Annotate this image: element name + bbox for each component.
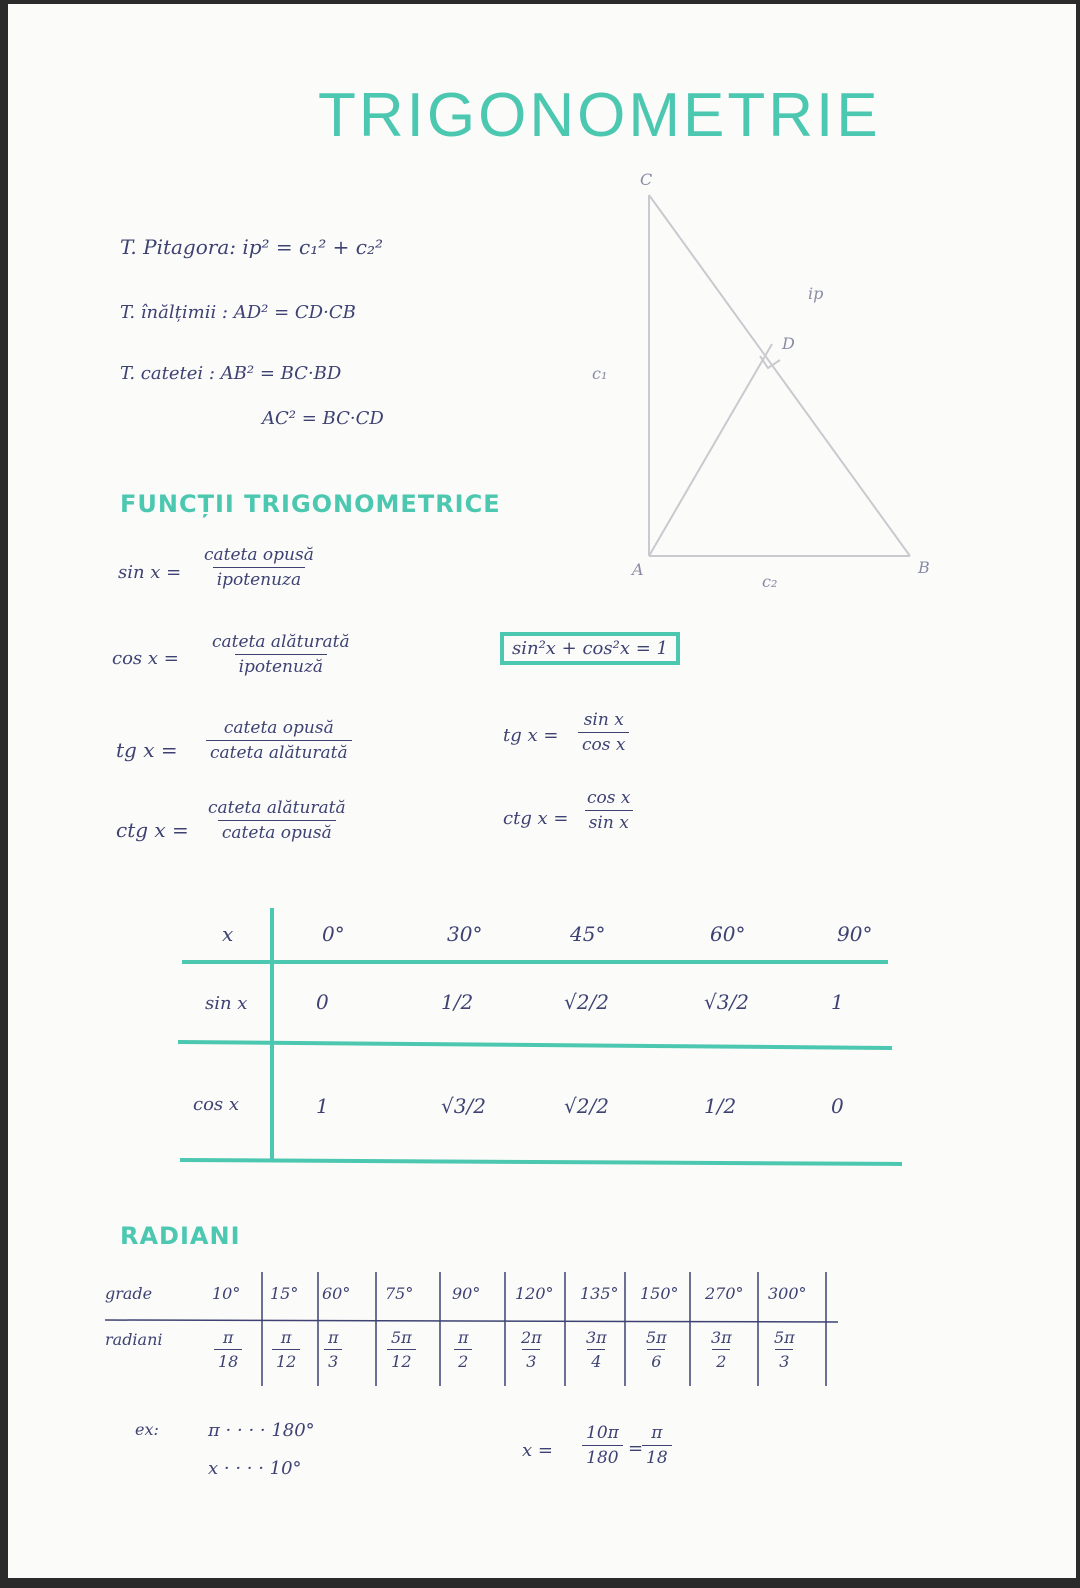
table-x-header: x — [222, 922, 234, 946]
tg-alt-denominator: cos x — [578, 732, 629, 755]
functions-heading: FUNCȚII TRIGONOMETRICE — [120, 490, 501, 518]
radian-denominator: 3 — [324, 1349, 342, 1371]
radiani-degree-cell: 135° — [580, 1284, 619, 1303]
radiani-degree-cell: 90° — [452, 1284, 481, 1303]
angle-header-cell: 90° — [837, 922, 873, 946]
radian-numerator: 5π — [391, 1328, 412, 1347]
radian-denominator: 12 — [387, 1349, 415, 1371]
angle-header-cell: 60° — [710, 922, 746, 946]
tg-numerator: cateta opusă — [223, 718, 334, 738]
radiani-heading: RADIANI — [120, 1222, 241, 1250]
angle-header-cell: 0° — [322, 922, 345, 946]
radiani-degree-cell: 10° — [212, 1284, 241, 1303]
radiani-degree-cell: 300° — [768, 1284, 807, 1303]
cos-value-cell: 0 — [831, 1094, 844, 1118]
radian-denominator: 2 — [454, 1349, 472, 1371]
radiani-radian-cell — [272, 1328, 300, 1371]
tg-denominator: cateta alăturată — [206, 740, 352, 763]
tg-alt-label: tg x = — [503, 725, 559, 746]
theorem-pitagora: T. Pitagora: ip² = c₁² + c₂² — [120, 235, 383, 259]
radiani-radiani-label: radiani — [105, 1330, 163, 1349]
example-result-den: 18 — [642, 1445, 672, 1468]
cos-value-cell: 1/2 — [704, 1094, 737, 1118]
radiani-radian-cell — [770, 1328, 799, 1371]
sin-value-cell: √2/2 — [564, 990, 609, 1014]
radiani-grade-label: grade — [105, 1284, 153, 1303]
radian-denominator: 3 — [775, 1349, 793, 1371]
radiani-radian-cell — [387, 1328, 416, 1371]
sin-value-cell: 1 — [831, 990, 844, 1014]
example-line-2: x · · · · 10° — [208, 1458, 302, 1479]
radian-numerator: π — [222, 1328, 234, 1347]
cos-value-cell: √3/2 — [441, 1094, 486, 1118]
cos-denominator: ipotenuză — [235, 654, 327, 677]
example-fraction-num: 10π — [586, 1423, 619, 1443]
radian-denominator: 3 — [522, 1349, 540, 1371]
theorem-inaltimii: T. înălțimii : AD² = CD·CB — [120, 302, 356, 323]
ctg-label: ctg x = — [116, 818, 189, 842]
vertex-b: B — [918, 558, 930, 577]
radiani-radian-cell — [707, 1328, 736, 1371]
example-result — [642, 1423, 672, 1468]
radiani-degree-cell: 150° — [640, 1284, 679, 1303]
radiani-radian-cell — [582, 1328, 611, 1371]
radian-numerator: π — [280, 1328, 292, 1347]
tg-alt-numerator: sin x — [583, 710, 624, 730]
radian-numerator: π — [328, 1328, 339, 1347]
radiani-radian-cell — [214, 1328, 242, 1371]
example-result-num: π — [651, 1423, 663, 1443]
angle-header-cell: 45° — [570, 922, 606, 946]
radiani-radian-cell — [454, 1328, 473, 1371]
angle-header-cell: 30° — [447, 922, 483, 946]
cos-value-cell: 1 — [316, 1094, 329, 1118]
theorem-catetei-1: T. catetei : AB² = BC·BD — [120, 363, 342, 384]
pythagorean-identity: sin²x + cos²x = 1 — [500, 632, 680, 665]
example-x-equals: x = — [522, 1440, 553, 1461]
radian-numerator: 5π — [774, 1328, 795, 1347]
radiani-degree-cell: 120° — [515, 1284, 554, 1303]
radian-numerator: 3π — [711, 1328, 732, 1347]
ctg-numerator: cateta alăturată — [208, 798, 346, 818]
radiani-radian-cell — [642, 1328, 671, 1371]
radiani-degree-cell: 75° — [385, 1284, 414, 1303]
vertex-d: D — [782, 334, 795, 353]
example-fraction-den: 180 — [582, 1445, 622, 1468]
example-fraction — [582, 1423, 623, 1468]
radiani-radian-cell — [517, 1328, 546, 1371]
sin-numerator: cateta opusă — [204, 545, 314, 565]
radian-numerator: 3π — [586, 1328, 607, 1347]
ctg-alt-numerator: cos x — [587, 788, 631, 808]
vertex-c: C — [640, 170, 653, 189]
sin-value-cell: 0 — [316, 990, 329, 1014]
page-title: TRIGONOMETRIE — [318, 81, 881, 150]
example-line-1: π · · · · 180° — [208, 1420, 315, 1441]
radian-numerator: π — [458, 1328, 469, 1347]
cos-value-cell: √2/2 — [564, 1094, 609, 1118]
vertex-a: A — [632, 560, 644, 579]
sin-value-cell: 1/2 — [441, 990, 474, 1014]
ctg-alt-label: ctg x = — [503, 808, 569, 829]
hypotenuse-label: ip — [808, 284, 824, 303]
radian-numerator: 5π — [646, 1328, 667, 1347]
radian-denominator: 6 — [647, 1349, 665, 1371]
ctg-alt-denominator: sin x — [585, 810, 633, 833]
example-equals: = — [628, 1438, 644, 1459]
sin-value-cell: √3/2 — [704, 990, 749, 1014]
radiani-degree-cell: 15° — [270, 1284, 299, 1303]
table-cos-label: cos x — [193, 1094, 240, 1115]
radiani-degree-cell: 270° — [705, 1284, 744, 1303]
theorem-catetei-2: AC² = BC·CD — [262, 408, 384, 429]
cathetus-c1-label: c₁ — [592, 364, 608, 383]
sin-label: sin x = — [118, 562, 182, 583]
radiani-row-divider — [105, 1320, 838, 1322]
radian-denominator: 4 — [587, 1349, 605, 1371]
radian-numerator: 2π — [521, 1328, 542, 1347]
sin-denominator: ipotenuza — [213, 567, 305, 590]
radiani-radian-cell — [324, 1328, 343, 1371]
example-label: ex: — [135, 1420, 159, 1439]
table-sin-label: sin x — [205, 993, 248, 1014]
cathetus-c2-label: c₂ — [762, 572, 778, 591]
radian-denominator: 18 — [214, 1349, 242, 1371]
tg-label: tg x = — [116, 738, 178, 762]
radiani-degree-cell: 60° — [322, 1284, 351, 1303]
cos-numerator: cateta alăturată — [212, 632, 350, 652]
ctg-denominator: cateta opusă — [218, 820, 336, 843]
radian-denominator: 2 — [712, 1349, 730, 1371]
radian-denominator: 12 — [272, 1349, 300, 1371]
cos-label: cos x = — [112, 648, 179, 669]
